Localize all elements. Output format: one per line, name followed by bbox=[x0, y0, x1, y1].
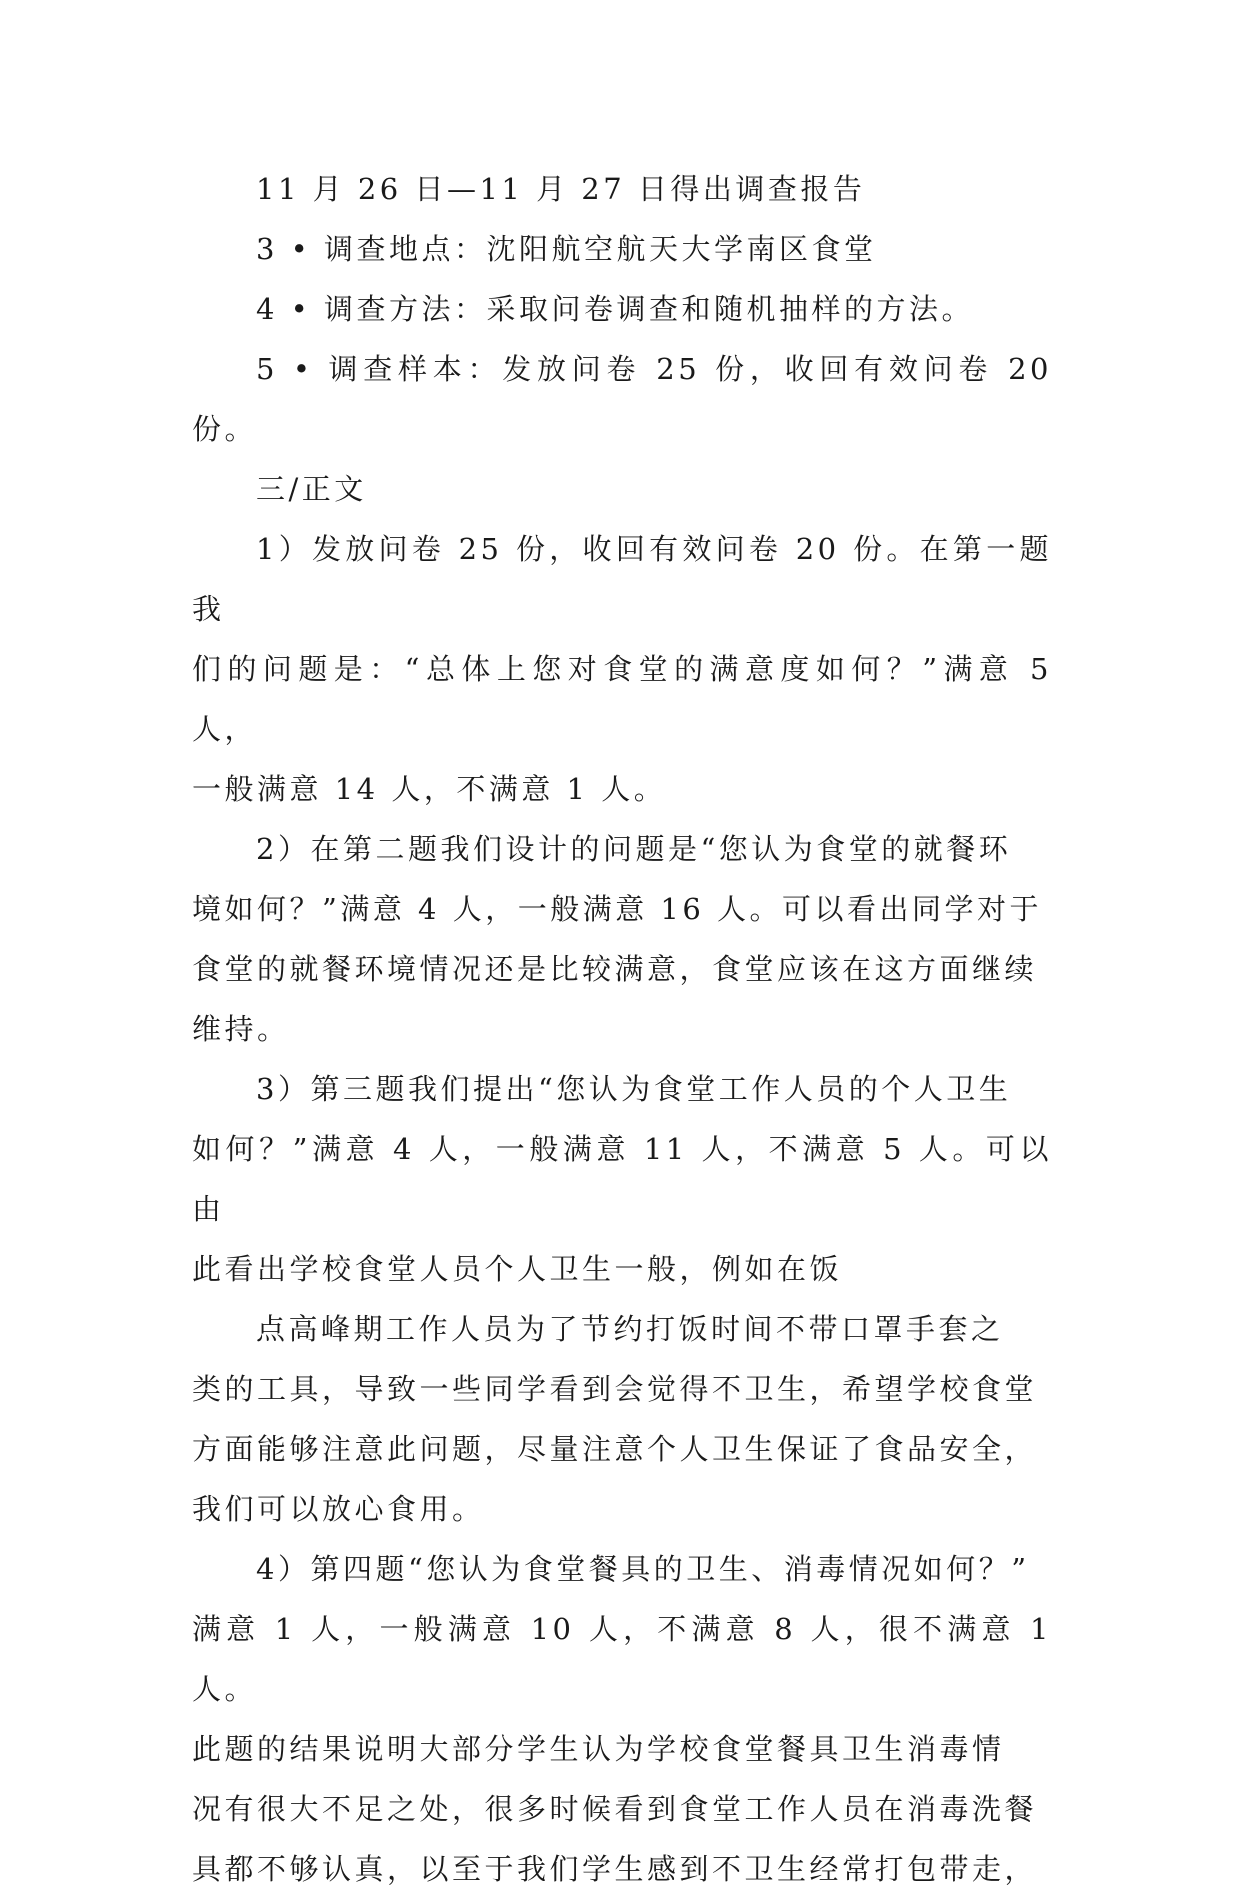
document-body bbox=[192, 159, 1052, 1899]
text-line: 三/正文 bbox=[256, 472, 367, 506]
text-line: 一般满意 14 人，不满意 1 人。 bbox=[192, 772, 667, 806]
paragraph-question-3 bbox=[192, 1059, 1052, 1299]
text-line: 点高峰期工作人员为了节约打饭时间不带口罩手套之 bbox=[256, 1312, 1004, 1346]
paragraph-schedule bbox=[192, 159, 1052, 219]
text-line: 4）第四题“您认为食堂餐具的卫生、消毒情况如何？” bbox=[256, 1552, 1030, 1586]
text-line: 们的问题是：“总体上您对食堂的满意度如何？”满意 5 人， bbox=[192, 652, 1052, 746]
text-line: 3 • 调查地点：沈阳航空航天大学南区食堂 bbox=[256, 232, 877, 266]
text-line: 5 • 调查样本：发放问卷 25 份，收回有效问卷 20 份。 bbox=[192, 352, 1052, 446]
text-line: 1）发放问卷 25 份，收回有效问卷 20 份。在第一题我 bbox=[192, 532, 1052, 626]
paragraph-question-1 bbox=[192, 519, 1052, 819]
text-line: 如何？”满意 4 人，一般满意 11 人，不满意 5 人。可以由 bbox=[192, 1132, 1052, 1226]
paragraph-question-4 bbox=[192, 1539, 1052, 1899]
text-line: 我们可以放心食用。 bbox=[192, 1492, 485, 1526]
text-line: 11 月 26 日—11 月 27 日得出调查报告 bbox=[256, 172, 866, 206]
text-line: 方面能够注意此问题，尽量注意个人卫生保证了食品安全， bbox=[192, 1432, 1038, 1466]
paragraph-survey-method bbox=[192, 279, 1052, 339]
paragraph-question-3-continued bbox=[192, 1299, 1052, 1539]
text-line: 具都不够认真，以至于我们学生感到不卫生经常打包带走， bbox=[192, 1852, 1038, 1886]
text-line: 4 • 调查方法：采取问卷调查和随机抽样的方法。 bbox=[256, 292, 974, 326]
text-line: 食堂的就餐环境情况还是比较满意，食堂应该在这方面继续 bbox=[192, 952, 1038, 986]
text-line: 此题的结果说明大部分学生认为学校食堂餐具卫生消毒情 bbox=[192, 1732, 1005, 1766]
paragraph-survey-sample bbox=[192, 339, 1052, 459]
text-line: 3）第三题我们提出“您认为食堂工作人员的个人卫生 bbox=[256, 1072, 1012, 1106]
paragraph-survey-location bbox=[192, 219, 1052, 279]
text-line: 类的工具，导致一些同学看到会觉得不卫生，希望学校食堂 bbox=[192, 1372, 1038, 1406]
text-line: 此看出学校食堂人员个人卫生一般，例如在饭 bbox=[192, 1252, 843, 1286]
text-line: 满意 1 人，一般满意 10 人，不满意 8 人，很不满意 1 人。 bbox=[192, 1612, 1052, 1706]
text-line: 维持。 bbox=[192, 1012, 290, 1046]
text-line: 况有很大不足之处，很多时候看到食堂工作人员在消毒洗餐 bbox=[192, 1792, 1038, 1826]
paragraph-question-2 bbox=[192, 819, 1052, 1059]
section-heading-main-text bbox=[192, 459, 1052, 519]
text-line: 境如何？”满意 4 人，一般满意 16 人。可以看出同学对于 bbox=[192, 892, 1043, 926]
text-line: 2）在第二题我们设计的问题是“您认为食堂的就餐环 bbox=[256, 832, 1012, 866]
